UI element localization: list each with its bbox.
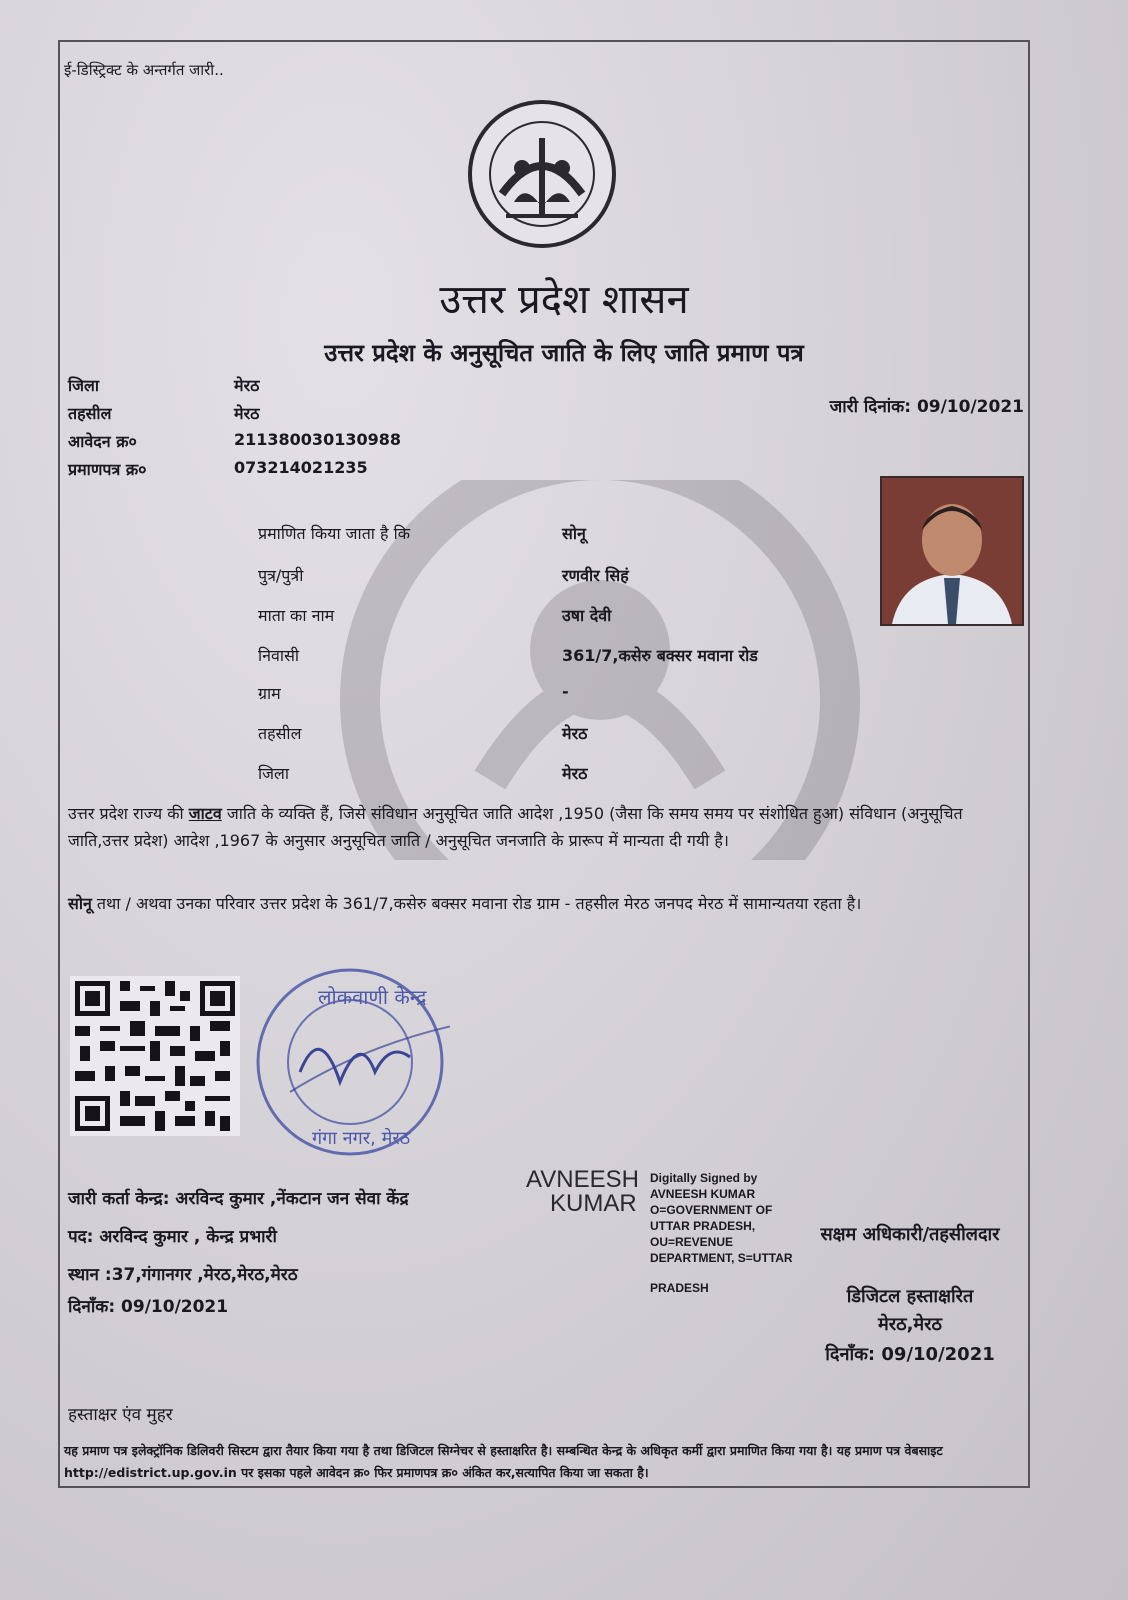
certificate-title: उत्तर प्रदेश के अनुसूचित जाति के लिए जाति प्रमाण पत्र bbox=[324, 339, 804, 367]
digital-signer-name bbox=[526, 1168, 639, 1216]
tehsil-value: मेरठ bbox=[234, 404, 260, 423]
issuing-centre: जारी कर्ता केन्द्र: अरविन्द कुमार ,नेंकटान जन सेवा केंद्र bbox=[68, 1189, 409, 1209]
district-label: जिला bbox=[68, 376, 100, 395]
signature-and-seal-label: हस्ताक्षर एंव मुहर bbox=[68, 1405, 173, 1425]
verification-footer: यह प्रमाण पत्र इलेक्ट्रॉनिक डिलिवरी सिस्टम द्वारा तैयार किया गया है तथा डिजिटल सिग्नेचर से हस्ताक्षरित है। सम्बन्धित केन्द्र के अधिकृत कर्मी द्वारा प्रमाणित किया गया है। यह प्रमाण पत्र वेबसाइट http://edistrict.up.gov.in पर इसका पहले आवेदन क्र० फिर प्रमाणपत्र क्र० अंकित कर,सत्यापित किया जा सकता है। bbox=[64, 1443, 943, 1480]
field-value-resident: 361/7,कसेरु बक्सर मवाना रोड bbox=[562, 646, 758, 665]
field-label-certified-that: प्रमाणित किया जाता है कि bbox=[258, 524, 411, 543]
signature-details-tail: PRADESH bbox=[650, 1281, 709, 1295]
centre-seal-stamp-icon bbox=[250, 962, 450, 1162]
field-value-name: सोनू bbox=[562, 524, 586, 543]
issuer-post: पद: अरविन्द कुमार , केन्द्र प्रभारी bbox=[68, 1227, 277, 1247]
district-value: मेरठ bbox=[234, 376, 260, 395]
issuer-place: स्थान :37,गंगानगर ,मेरठ,मेरठ,मेरठ bbox=[68, 1265, 298, 1285]
signer-name-line1: AVNEESH bbox=[526, 1166, 639, 1193]
caste-statement-paragraph bbox=[68, 800, 1020, 854]
field-value-mother: उषा देवी bbox=[562, 606, 612, 625]
signer-name-line2: KUMAR bbox=[550, 1190, 637, 1217]
government-title: उत्तर प्रदेश शासन bbox=[439, 277, 689, 323]
field-value-district: मेरठ bbox=[562, 764, 588, 783]
field-value-village: - bbox=[562, 682, 569, 701]
certificate-number-value: 073214021235 bbox=[234, 458, 368, 477]
caste-statement-end: जाति के व्यक्ति हैं, जिसे संविधान अनुसूचित जाति आदेश ,1950 (जैसा कि समय समय पर संशोधित हुआ) संविधान (अनुसूचित जाति,उत्तर प्रदेश) आदेश ,1967 के अनुसार अनुसूचित जाति / अनुसूचित जनजाति के प्रारूप में मान्यता दी गयी है। bbox=[68, 804, 963, 850]
issuer-date: दिनाँक: 09/10/2021 bbox=[68, 1297, 229, 1317]
field-label-mother: माता का नाम bbox=[258, 606, 335, 625]
authority-date: दिनाँक: 09/10/2021 bbox=[825, 1344, 995, 1365]
seal-bottom-text: गंगा नगर, मेरठ bbox=[312, 1128, 411, 1149]
qr-code-icon[interactable] bbox=[70, 976, 240, 1136]
residence-statement-paragraph bbox=[68, 890, 1020, 917]
caste-name: जाटव bbox=[188, 804, 222, 823]
residence-person-name: सोनू bbox=[68, 894, 92, 913]
application-number-value: 211380030130988 bbox=[234, 430, 401, 449]
field-label-tehsil: तहसील bbox=[258, 724, 302, 743]
field-label-district: जिला bbox=[258, 764, 290, 783]
field-value-tehsil: मेरठ bbox=[562, 724, 588, 743]
application-number-label: आवेदन क्र० bbox=[68, 432, 137, 451]
field-value-father: रणवीर सिहं bbox=[562, 566, 629, 585]
seal-top-text: लोकवाणी केन्द्र bbox=[318, 985, 427, 1009]
signature-details-text: Digitally Signed by AVNEESH KUMAR O=GOVERNMENT OF UTTAR PRADESH, OU=REVENUE DEPARTMENT, S=UTTAR bbox=[650, 1171, 793, 1265]
up-govt-emblem-icon bbox=[466, 98, 618, 250]
field-label-son-daughter: पुत्र/पुत्री bbox=[258, 566, 304, 585]
field-label-village: ग्राम bbox=[258, 684, 281, 703]
authority-place: मेरठ,मेरठ bbox=[877, 1314, 942, 1335]
certificate-number-label: प्रमाणपत्र क्र० bbox=[68, 460, 147, 479]
applicant-photo bbox=[880, 476, 1024, 626]
caste-statement-start: उत्तर प्रदेश राज्य की bbox=[68, 804, 189, 823]
residence-statement-text: तथा / अथवा उनका परिवार उत्तर प्रदेश के 361/7,कसेरु बक्सर मवाना रोड ग्राम - तहसील मेरठ जनपद मेरठ में सामान्यतया रहता है। bbox=[91, 894, 862, 913]
field-label-resident: निवासी bbox=[258, 646, 300, 665]
competent-authority-title: सक्षम अधिकारी/तहसीलदार bbox=[820, 1224, 1000, 1245]
tehsil-label: तहसील bbox=[68, 404, 112, 423]
issued-under-note: ई-डिस्ट्रिक्ट के अन्तर्गत जारी.. bbox=[64, 61, 224, 79]
issue-date: जारी दिनांक: 09/10/2021 bbox=[829, 397, 1024, 417]
digitally-signed-label: डिजिटल हस्ताक्षरित bbox=[846, 1286, 974, 1307]
